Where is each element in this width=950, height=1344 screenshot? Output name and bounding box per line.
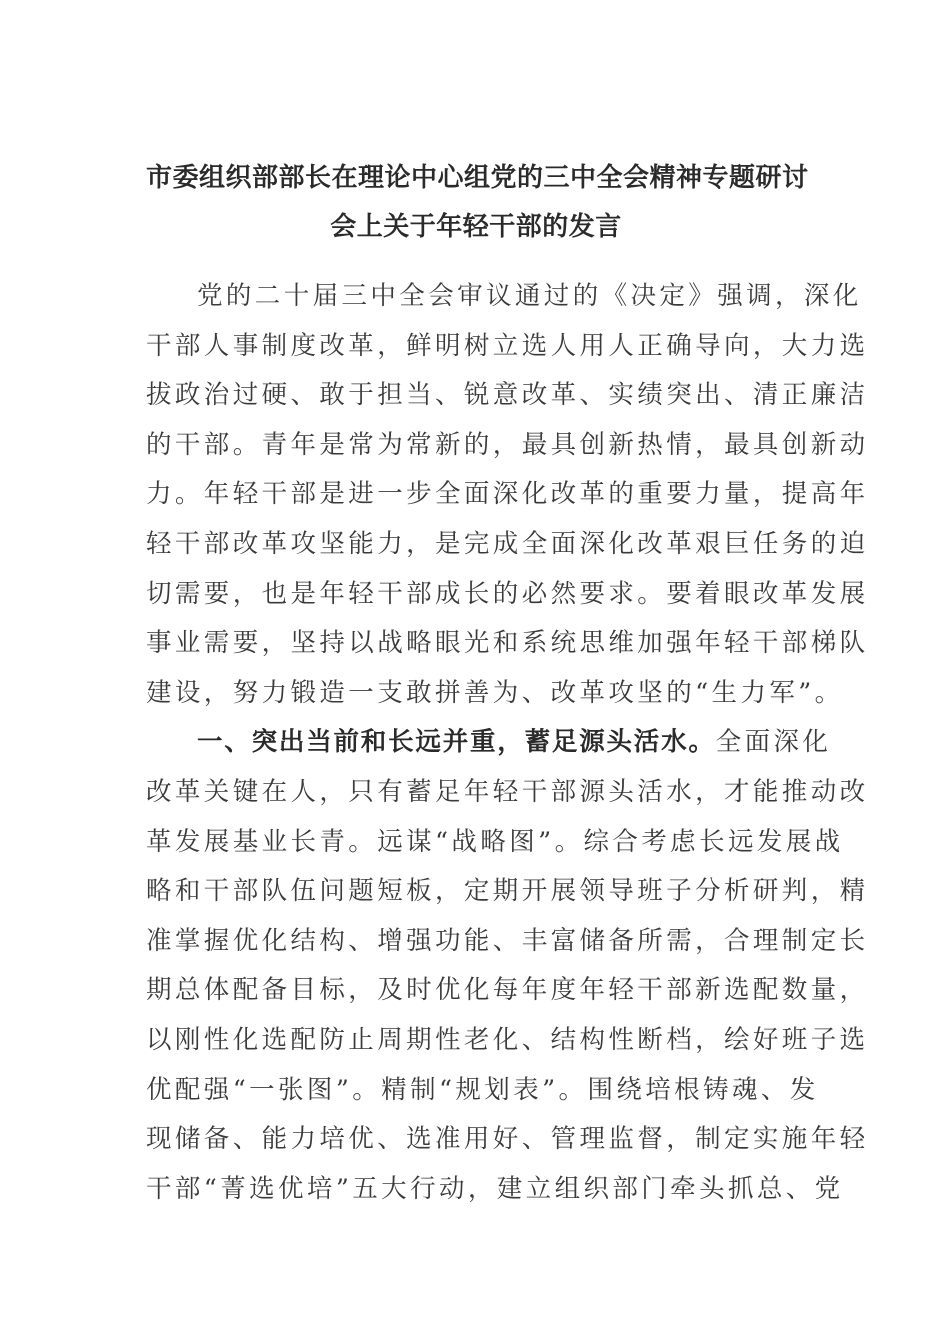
paragraph-line: 以刚性化选配防止周期性老化、结构性断档，绘好班子选 [146, 1024, 869, 1055]
paragraph-line: 轻干部改革攻坚能力，是完成全面深化改革艰巨任务的迫 [146, 528, 869, 559]
document-body [146, 272, 869, 1214]
paragraph-line: 干部人事制度改革，鲜明树立选人用人正确导向，大力选 [146, 330, 869, 361]
paragraph-line: 略和干部队伍问题短板，定期开展领导班子分析研判，精 [146, 876, 869, 907]
paragraph-line: 的干部。青年是常为常新的，最具创新热情，最具创新动 [146, 429, 869, 460]
paragraph-line: 革发展基业长青。远谋“战略图”。综合考虑长远发展战 [146, 826, 844, 857]
paragraph-line: 改革关键在人，只有蓄足年轻干部源头活水，才能推动改 [146, 776, 869, 807]
paragraph-line: 事业需要，坚持以战略眼光和系统思维加强年轻干部梯队 [146, 628, 869, 659]
paragraph-line: 拔政治过硬、敢于担当、锐意改革、实绩突出、清正廉洁 [146, 380, 869, 411]
paragraph-line: 干部“菁选优培”五大行动，建立组织部门牵头抓总、党 [146, 1173, 844, 1204]
paragraph-line: 准掌握优化结构、增强功能、丰富储备所需，合理制定长 [146, 925, 869, 956]
paragraph-line: 现储备、能力培优、选准用好、管理监督，制定实施年轻 [146, 1124, 869, 1155]
paragraph-line [146, 718, 832, 768]
document-title-line-1: 市委组织部部长在理论中心组党的三中全会精神专题研讨 [146, 163, 809, 193]
paragraph-line-rest: 全面深化 [715, 727, 832, 758]
paragraph-line: 建设，努力锻造一支敢拼善为、改革攻坚的“生力军”。 [146, 677, 844, 708]
paragraph-section-1 [146, 718, 869, 1214]
paragraph-line: 力。年轻干部是进一步全面深化改革的重要力量，提高年 [146, 479, 869, 510]
paragraph-line: 切需要，也是年轻干部成长的必然要求。要着眼改革发展 [146, 578, 869, 609]
paragraph-line: 党的二十届三中全会审议通过的《决定》强调，深化 [197, 281, 862, 311]
paragraph-intro [146, 272, 869, 718]
paragraph-line: 期总体配备目标，及时优化每年度年轻干部新选配数量， [146, 975, 869, 1006]
section-heading: 一、突出当前和长远并重，蓄足源头活水。 [197, 727, 716, 758]
paragraph-line: 优配强“一张图”。精制“规划表”。围绕培根铸魂、发 [146, 1074, 819, 1105]
document-title-line-2: 会上关于年轻干部的发言 [330, 212, 622, 242]
